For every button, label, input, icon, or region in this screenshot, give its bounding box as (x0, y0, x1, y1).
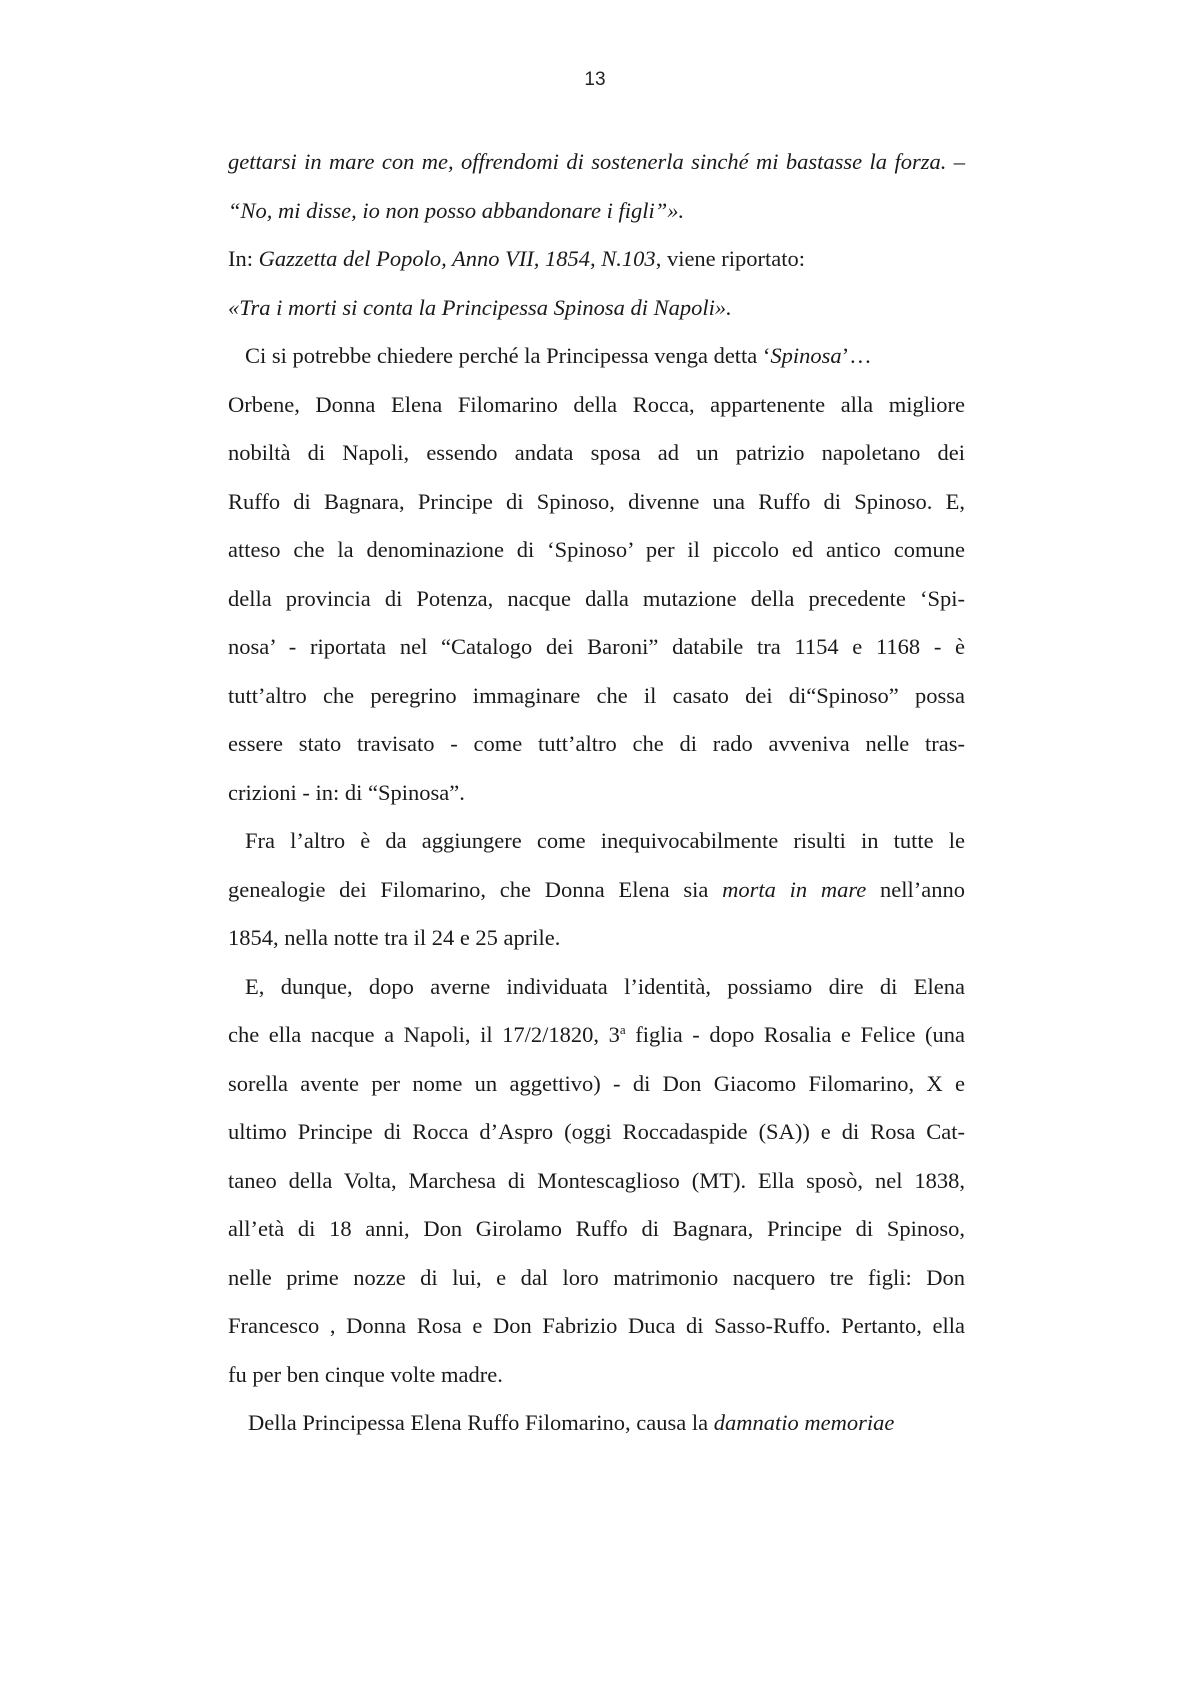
page-number: 13 (584, 69, 606, 90)
text-span: Ci si potrebbe chiedere perché la Principessa venga detta ‘ (245, 343, 771, 368)
text-line-13: essere stato travisato - come tutt’altro che di rado avveniva nelle tras- (228, 731, 965, 756)
text-line-7: nobiltà di Napoli, essendo andata sposa ad un patrizio napoletano dei (228, 440, 965, 465)
ordinal-superscript: a (619, 1022, 626, 1037)
text-span: figlia - dopo Rosalia e Felice (una (625, 1022, 966, 1047)
text-line-26: fu per ben cinque volte madre. (228, 1361, 503, 1387)
text-line-10: della provincia di Potenza, nacque dalla mutazione della precedente ‘Spi- (228, 585, 965, 611)
text-line-20: sorella avente per nome un aggettivo) - di Don Giacomo Filomarino, X e (228, 1070, 965, 1096)
text-span: , viene riportato: (655, 246, 806, 271)
quote-text: “No, mi disse, io non posso abbandonare i figli”». (228, 197, 685, 223)
text-line-19 (228, 1011, 965, 1060)
text-span: Della Principessa Elena Ruffo Filomarino, causa la (248, 1410, 714, 1435)
text-line-8: Ruffo di Bagnara, Principe di Spinoso, divenne una Ruffo di Spinoso. E, (228, 488, 965, 514)
text-line-23: all’età di 18 anni, Don Girolamo Ruffo di Bagnara, Principe di Spinoso, (228, 1216, 965, 1241)
text-line-17: 1854, nella notte tra il 24 e 25 aprile. (228, 925, 561, 950)
quote-text: gettarsi in mare con me, offrendomi di sostenerla sinché mi bastasse la forza. – (228, 149, 965, 174)
text-span: ’… (841, 343, 872, 368)
text-line-2 (228, 187, 965, 236)
text-line-14: crizioni - in: di “Spinosa”. (228, 779, 465, 805)
emphasis-text: damnatio memoriae (713, 1410, 895, 1435)
text-line-25: Francesco , Donna Rosa e Don Fabrizio Duca di Sasso-Ruffo. Pertanto, ella (228, 1313, 965, 1338)
text-line-22: taneo della Volta, Marchesa di Montescaglioso (MT). Ella sposò, nel 1838, (228, 1167, 965, 1193)
text-span: nell’anno (866, 876, 966, 902)
text-line-4 (228, 284, 965, 333)
body-text (228, 138, 965, 1448)
text-line-16 (228, 866, 965, 915)
emphasis-text: Spinosa (770, 343, 842, 368)
text-span: genealogie dei Filomarino, che Donna Elena sia (228, 876, 723, 902)
text-line-27 (228, 1399, 965, 1448)
text-line-1 (228, 138, 965, 187)
text-line-21: ultimo Principe di Rocca d’Aspro (oggi Roccadaspide (SA)) e di Rosa Cat- (228, 1119, 965, 1144)
text-span: che ella nacque a Napoli, il 17/2/1820, 3 (228, 1022, 620, 1047)
text-line-24: nelle prime nozze di lui, e dal loro matrimonio nacquero tre figli: Don (228, 1264, 965, 1290)
emphasis-text: morta in mare (722, 876, 867, 902)
text-line-11: nosa’ - riportata nel “Catalogo dei Baroni” databile tra 1154 e 1168 - è (228, 634, 965, 659)
text-line-3 (228, 235, 965, 284)
text-line-12: tutt’altro che peregrino immaginare che il casato dei di“Spinoso” possa (228, 682, 965, 708)
text-span: In: (228, 246, 259, 271)
quote-text: «Tra i morti si conta la Principessa Spinosa di Napoli». (228, 294, 732, 320)
text-line-5 (228, 332, 965, 381)
text-line-6: Orbene, Donna Elena Filomarino della Rocca, appartenente alla migliore (228, 391, 965, 417)
text-line-18: E, dunque, dopo averne individuata l’identità, possiamo dire di Elena (245, 973, 965, 999)
text-line-9: atteso che la denominazione di ‘Spinoso’ per il piccolo ed antico comune (228, 537, 965, 562)
source-citation: Gazzetta del Popolo, Anno VII, 1854, N.103 (258, 246, 656, 271)
text-line-15: Fra l’altro è da aggiungere come inequivocabilmente risulti in tutte le (245, 828, 965, 853)
